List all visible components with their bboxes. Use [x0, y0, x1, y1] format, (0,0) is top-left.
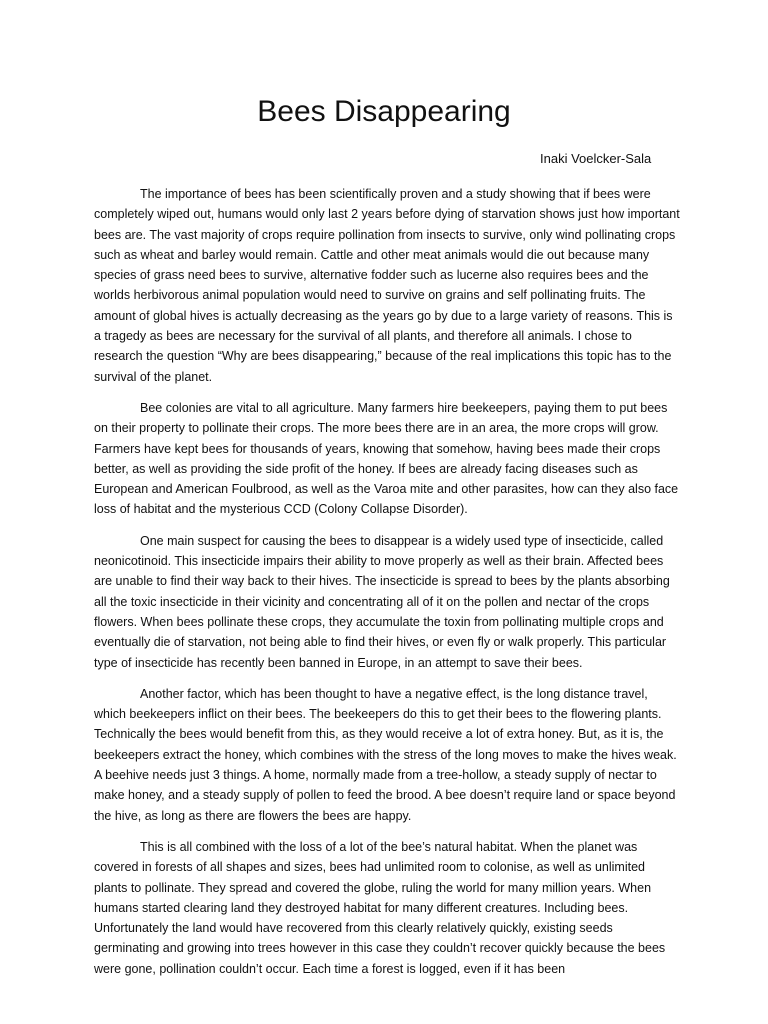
paragraph: Another factor, which has been thought to have a negative effect, is the long distance travel, which beekeepers inflict on their bees. The beekeepers do this to get their bees to the flowering plants. Technically the bees would benefit from this, as they would receive a lot of extra honey. But, as it is, the beekeepers extract the honey, which combines with the stress of the long moves to make the hives weak. A beehive needs just 3 things. A home, normally made from a tree-hollow, a steady supply of nectar to make honey, and a steady supply of pollen to feed the brood. A bee doesn’t require land or space beyond the hive, as long as there are flowers the bees are happy.: [94, 686, 677, 823]
paragraph: One main suspect for causing the bees to disappear is a widely used type of insecticide, called neonicotinoid. This insecticide impairs their ability to move properly as well as their brain. Affected bees are unable to find their way back to their hives. The insecticide is spread to bees by the plants absorbing all the toxic insecticide in their vicinity and concentrating all of it on the pollen and nectar of the crops flowers. When bees pollinate these crops, they accumulate the toxin from pollinating multiple crops and eventually die of starvation, not being able to find their hives, or even fly or walk properly. This particular type of insecticide has recently been banned in Europe, in an attempt to save their bees.: [94, 533, 670, 670]
paragraph: The importance of bees has been scientifically proven and a study showing that if bees were completely wiped out, humans would only last 2 years before dying of starvation shows just how important bees are. The vast majority of crops require pollination from insects to survive, only wind pollinating crops such as wheat and barley would remain. Cattle and other meat animals would die out because many species of grass need bees to survive, alternative fodder such as lucerne also requires bees and the worlds herbivorous animal population would need to survive on grains and self pollinating fruits. The amount of global hives is actually decreasing as the years go by due to a large variety of reasons. This is a tragedy as bees are necessary for the survival of all plants, and therefore all animals. I chose to research the question “Why are bees disappearing,” because of the real implications this topic has to the survival of the planet.: [94, 187, 680, 384]
document-body: [94, 184, 680, 990]
paragraph: This is all combined with the loss of a lot of the bee’s natural habitat. When the planet was covered in forests of all shapes and sizes, bees had unlimited room to colonise, as well as unlimited plants to pollinate. They spread and covered the globe, ruling the world for many million years. When humans started clearing land they destroyed habitat for many different creatures. Including bees. Unfortunately the land would have recovered from this clearly relatively quickly, existing seeds germinating and growing into trees however in this case they couldn’t recover quickly because the bees were gone, pollination couldn’t occur. Each time a forest is logged, even if it has been: [94, 839, 666, 976]
document-title: Bees Disappearing: [257, 95, 511, 128]
paragraph: Bee colonies are vital to all agriculture. Many farmers hire beekeepers, paying them to put bees on their property to pollinate their crops. The more bees there are in an area, the more crops will grow. Farmers have kept bees for thousands of years, knowing that somehow, having bees made their crops better, as well as providing the side profit of the honey. If bees are already facing diseases such as European and American Foulbrood, as well as the Varoa mite and other parasites, how can they also face loss of habitat and the mysterious CCD (Colony Collapse Disorder).: [94, 400, 679, 517]
author-name: Inaki Voelcker-Sala: [540, 151, 652, 166]
